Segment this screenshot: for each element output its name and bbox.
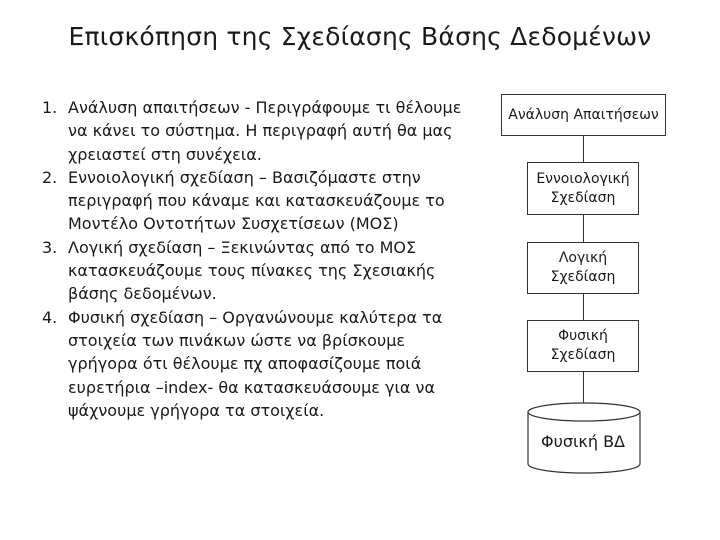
flow-box-label: Φυσική [558,328,608,344]
connector-line [583,215,584,242]
flow-box-label: Σχεδίαση [550,269,616,285]
step-number: 4. [42,307,58,327]
step-text: Φυσική σχεδίαση – Οργανώνουμε καλύτερα τα στοιχεία των πινάκων ώστε να βρίσκουμε γρήγορα ότι θέλουμε πχ αποφασίζουμε ποιά ευρετήρια –index- θα κατασκευάσουμε για να ψάχνουμε γρήγορα τα στοιχεία. [68,307,443,420]
step-text: Λογική σχεδίαση – Ξεκινώντας από το ΜΟΣ κατασκευάζουμε τους πίνακες της Σχεσιακής βάσης δεδομένων. [68,237,436,304]
step-number: 3. [42,237,58,257]
connector-line [583,294,584,320]
flow-box-label: Σχεδίαση [550,347,616,363]
step-text: Ανάλυση απαιτήσεων - Περιγράφουμε τι θέλουμε να κάνει το σύστημα. Η περιγραφή αυτή θα μας χρειαστεί στη συνέχεια. [68,98,462,164]
flow-box-physical [527,320,639,372]
flow-box-label: Σχεδίαση [550,189,616,206]
step-text: Εννοιολογική σχεδίαση – Βασιζόμαστε στην περιγραφή που κάναμε και κατασκευάζουμε το Μοντέλο Οντοτήτων Συσχετίσεων (ΜΟΣ) [68,167,445,234]
database-label: Φυσική ΒΔ [541,432,625,451]
step-number: 2. [42,167,58,187]
step-number: 1. [42,98,58,117]
flow-box-conceptual [527,162,639,215]
slide-title: Επισκόπηση της Σχεδίασης Βάσης Δεδομένων [68,22,652,51]
connector-line [583,136,584,162]
flow-box-label: Ανάλυση Απαιτήσεων [508,106,659,123]
flow-box-label: Λογική [558,250,608,266]
flow-box-requirements [501,94,666,136]
flow-box-label: Εννοιολογική [536,170,630,187]
flow-box-logical [527,242,639,294]
